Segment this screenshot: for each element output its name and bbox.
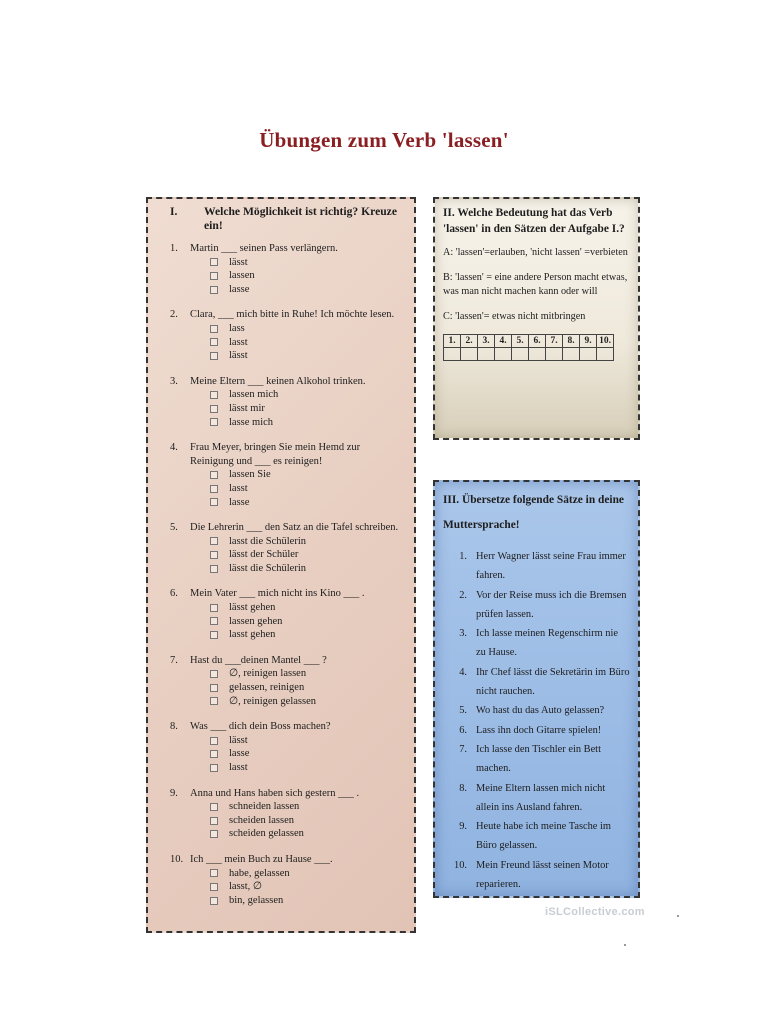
question-prompt — [170, 720, 404, 734]
option-checkbox[interactable] — [210, 471, 218, 479]
question-text: Meine Eltern ___ keinen Alkohol trinken. — [190, 375, 366, 387]
answer-option[interactable] — [210, 894, 404, 908]
option-checkbox[interactable] — [210, 352, 218, 360]
option-checkbox[interactable] — [210, 697, 218, 705]
translation-sentence: Mein Freund lässt seinen Motor reparieren. — [476, 859, 609, 891]
answer-table-header-cell: 9. — [580, 335, 597, 348]
scan-dot — [677, 915, 679, 917]
answer-table-header-cell: 8. — [563, 335, 580, 348]
exercise-1-panel — [146, 197, 416, 933]
question-prompt — [170, 521, 404, 535]
translation-item — [443, 779, 630, 818]
answer-option[interactable] — [210, 562, 404, 576]
option-label: scheiden lassen — [229, 814, 295, 826]
option-list — [210, 867, 404, 908]
answer-table-header-cell: 10. — [597, 335, 614, 348]
translation-sentence: Meine Eltern lassen mich nicht allein ins Ausland fahren. — [476, 782, 606, 813]
translation-sentence: Ihr Chef lässt die Sekretärin im Büro nicht rauchen. — [476, 666, 630, 698]
option-label: lässt — [229, 256, 248, 268]
question-text: Clara, ___ mich bitte in Ruhe! Ich möchte lesen. — [190, 309, 395, 321]
answer-table-header-row — [444, 335, 614, 348]
translation-item — [443, 586, 630, 625]
question-number: 4. — [170, 442, 178, 454]
question-item — [170, 720, 404, 774]
option-list — [210, 256, 404, 297]
option-list — [210, 601, 404, 642]
option-label: lassen gehen — [229, 615, 283, 627]
option-label: lässt — [229, 350, 248, 362]
option-label: lasst — [229, 336, 248, 348]
answer-option[interactable] — [210, 402, 404, 416]
answer-option[interactable] — [210, 496, 404, 510]
answer-option[interactable] — [210, 349, 404, 363]
answer-option[interactable] — [210, 468, 404, 482]
answer-option[interactable] — [210, 867, 404, 881]
question-prompt — [170, 787, 404, 801]
option-checkbox[interactable] — [210, 551, 218, 559]
translation-item — [443, 701, 630, 720]
answer-option[interactable] — [210, 628, 404, 642]
question-number: 1. — [170, 243, 178, 254]
option-label: lassen — [229, 270, 255, 282]
option-checkbox[interactable] — [210, 391, 218, 399]
answer-table-header-cell: 5. — [512, 335, 529, 348]
answer-table-header-cell: 2. — [461, 335, 478, 348]
option-checkbox[interactable] — [210, 565, 218, 573]
option-checkbox[interactable] — [210, 817, 218, 825]
meaning-option-c: C: 'lassen'= etwas nicht mitbringen — [443, 310, 586, 322]
answer-table-cell[interactable] — [444, 348, 461, 361]
question-prompt — [170, 441, 404, 468]
option-checkbox[interactable] — [210, 537, 218, 545]
option-list — [210, 535, 404, 576]
question-item — [170, 587, 404, 641]
option-label: bin, gelassen — [229, 894, 284, 906]
answer-option[interactable] — [210, 615, 404, 629]
translation-number: 8. — [459, 782, 467, 794]
answer-option[interactable] — [210, 814, 404, 828]
answer-table-header-cell: 6. — [529, 335, 546, 348]
answer-option[interactable] — [210, 761, 404, 775]
answer-option[interactable] — [210, 734, 404, 748]
question-text: Die Lehrerin ___ den Satz an die Tafel schreiben. — [190, 522, 399, 534]
answer-option[interactable] — [210, 548, 404, 562]
answer-option[interactable] — [210, 322, 404, 336]
option-checkbox[interactable] — [210, 750, 218, 758]
exercise-3-heading: III. Übersetze folgende Sätze in deine Muttersprache! — [443, 494, 624, 531]
answer-option[interactable] — [210, 681, 404, 695]
option-label: lasst — [229, 482, 248, 494]
option-label: habe, gelassen — [229, 867, 290, 879]
option-checkbox[interactable] — [210, 684, 218, 692]
translation-item — [443, 817, 630, 856]
option-label: schneiden lassen — [229, 801, 300, 813]
question-number: 3. — [170, 375, 178, 387]
option-label: lassen Sie — [229, 469, 271, 481]
option-list — [210, 800, 404, 841]
option-checkbox[interactable] — [210, 405, 218, 413]
translation-sentence: Vor der Reise muss ich die Bremsen prüfen lassen. — [476, 589, 627, 620]
answer-option[interactable] — [210, 482, 404, 496]
translation-sentence: Heute habe ich meine Tasche im Büro gelassen. — [476, 821, 611, 852]
answer-table-cell[interactable] — [461, 348, 478, 361]
question-item — [170, 242, 404, 296]
translation-number: 7. — [459, 743, 467, 755]
answer-table-header-cell: 7. — [546, 335, 563, 348]
exercise-2-panel — [433, 197, 640, 440]
answer-option[interactable] — [210, 695, 404, 709]
answer-option[interactable] — [210, 535, 404, 549]
question-text: Anna und Hans haben sich gestern ___ . — [190, 787, 360, 799]
option-checkbox[interactable] — [210, 498, 218, 506]
option-checkbox[interactable] — [210, 286, 218, 294]
answer-table-header-cell: 3. — [478, 335, 495, 348]
scan-dot — [624, 944, 626, 946]
option-label: scheiden gelassen — [229, 828, 304, 840]
option-checkbox[interactable] — [210, 883, 218, 891]
translation-number: 5. — [459, 705, 467, 717]
option-checkbox[interactable] — [210, 803, 218, 811]
question-item — [170, 441, 404, 509]
question-item — [170, 654, 404, 708]
question-list — [170, 242, 404, 907]
answer-option[interactable] — [210, 667, 404, 681]
answer-table-header-cell: 1. — [444, 335, 461, 348]
translation-number: 1. — [459, 551, 467, 562]
answer-option[interactable] — [210, 880, 404, 894]
translation-number: 3. — [459, 628, 467, 640]
option-label: lässt mir — [229, 402, 265, 414]
exercise-1-heading — [170, 205, 404, 233]
question-item — [170, 308, 404, 362]
question-text: Frau Meyer, bringen Sie mein Hemd zur Reinigung und ___ es reinigen! — [190, 442, 361, 467]
meaning-option-b: B: 'lassen' = eine andere Person macht etwas, was man nicht machen kann oder will — [443, 271, 628, 298]
option-label: lässt die Schülerin — [229, 562, 306, 574]
option-checkbox[interactable] — [210, 670, 218, 678]
translation-number: 2. — [459, 589, 467, 601]
option-list — [210, 734, 404, 775]
question-text: Martin ___ seinen Pass verlängern. — [190, 243, 338, 254]
question-item — [170, 521, 404, 575]
answer-table-cell[interactable] — [478, 348, 495, 361]
exercise-1-instruction: Welche Möglichkeit ist richtig? Kreuze ein! — [204, 205, 397, 232]
meaning-option-a: A: 'lassen'=erlauben, 'nicht lassen' =verbieten — [443, 247, 628, 258]
question-prompt — [170, 308, 404, 322]
answer-table — [443, 334, 614, 361]
option-checkbox[interactable] — [210, 764, 218, 772]
answer-table-cell[interactable] — [580, 348, 597, 361]
option-label: gelassen, reinigen — [229, 682, 305, 694]
answer-option[interactable] — [210, 827, 404, 841]
question-item — [170, 375, 404, 429]
option-list — [210, 667, 404, 708]
question-number: 7. — [170, 654, 178, 666]
question-prompt — [170, 853, 404, 867]
translation-sentence: Lass ihn doch Gitarre spielen! — [476, 724, 602, 736]
question-prompt — [170, 242, 404, 256]
question-number: 2. — [170, 309, 178, 321]
option-checkbox[interactable] — [210, 272, 218, 280]
answer-option[interactable] — [210, 283, 404, 297]
option-label: lässt gehen — [229, 602, 276, 614]
answer-table-cell[interactable] — [495, 348, 512, 361]
translation-item — [443, 856, 630, 895]
translation-item — [443, 740, 630, 779]
translation-item — [443, 547, 630, 586]
option-list — [210, 388, 404, 429]
question-number: 9. — [170, 787, 178, 799]
translation-sentence: Herr Wagner lässt seine Frau immer fahren. — [476, 551, 626, 582]
answer-table-cell[interactable] — [546, 348, 563, 361]
option-checkbox[interactable] — [210, 631, 218, 639]
question-prompt — [170, 587, 404, 601]
exercise-1-number: I. — [170, 205, 178, 218]
page-title: Übungen zum Verb 'lassen' — [259, 128, 509, 152]
question-item — [170, 787, 404, 841]
watermark: iSLCollective.com — [545, 906, 645, 918]
translation-item — [443, 721, 630, 740]
question-text: Hast du ___deinen Mantel ___ ? — [190, 654, 327, 666]
question-number: 6. — [170, 588, 178, 600]
translation-sentence: Ich lasse meinen Regenschirm nie zu Hause. — [476, 628, 618, 659]
question-prompt — [170, 654, 404, 668]
answer-option[interactable] — [210, 800, 404, 814]
option-list — [210, 322, 404, 363]
option-label: lasst gehen — [229, 629, 276, 641]
answer-table-cell[interactable] — [597, 348, 614, 361]
answer-option[interactable] — [210, 269, 404, 283]
option-label: ∅, reinigen gelassen — [229, 695, 316, 707]
option-list — [210, 468, 404, 509]
option-checkbox[interactable] — [210, 325, 218, 333]
answer-table-header-cell: 4. — [495, 335, 512, 348]
option-label: lässt der Schüler — [229, 549, 299, 561]
translation-number: 6. — [459, 724, 467, 736]
answer-table-cell[interactable] — [529, 348, 546, 361]
answer-option[interactable] — [210, 388, 404, 402]
option-checkbox[interactable] — [210, 617, 218, 625]
answer-option[interactable] — [210, 336, 404, 350]
answer-table-cell[interactable] — [563, 348, 580, 361]
option-checkbox[interactable] — [210, 830, 218, 838]
option-checkbox[interactable] — [210, 258, 218, 266]
translation-number: 4. — [459, 666, 467, 678]
option-checkbox[interactable] — [210, 418, 218, 426]
question-number: 10. — [170, 853, 184, 865]
translation-item — [443, 663, 630, 702]
answer-table-cell[interactable] — [512, 348, 529, 361]
question-text: Ich ___ mein Buch zu Hause ___. — [190, 853, 333, 865]
answer-option[interactable] — [210, 601, 404, 615]
option-label: lasse — [229, 748, 250, 760]
exercise-3-panel — [433, 480, 640, 898]
option-label: lasse mich — [229, 416, 274, 428]
option-label: lasse — [229, 283, 250, 295]
option-checkbox[interactable] — [210, 485, 218, 493]
translation-list — [443, 547, 630, 894]
translation-item — [443, 624, 630, 663]
question-prompt — [170, 375, 404, 389]
option-label: lässt — [229, 734, 248, 746]
option-checkbox[interactable] — [210, 737, 218, 745]
translation-sentence: Wo hast du das Auto gelassen? — [476, 705, 605, 717]
option-checkbox[interactable] — [210, 897, 218, 905]
question-number: 8. — [170, 721, 178, 733]
exercise-2-heading: II. Welche Bedeutung hat das Verb 'lassen' in den Sätzen der Aufgabe I.? — [443, 207, 625, 235]
answer-option[interactable] — [210, 256, 404, 270]
option-label: lasst — [229, 762, 248, 773]
translation-number: 10. — [454, 859, 467, 871]
option-checkbox[interactable] — [210, 604, 218, 612]
answer-option[interactable] — [210, 747, 404, 761]
option-label: lassen mich — [229, 389, 279, 401]
answer-table-input-row — [444, 348, 614, 361]
question-item — [170, 853, 404, 907]
option-label: ∅, reinigen lassen — [229, 668, 307, 680]
option-label: lasse — [229, 496, 250, 508]
question-number: 5. — [170, 522, 178, 534]
question-text: Mein Vater ___ mich nicht ins Kino ___ . — [190, 588, 365, 600]
translation-number: 9. — [459, 821, 467, 833]
question-text: Was ___ dich dein Boss machen? — [190, 721, 331, 733]
answer-option[interactable] — [210, 416, 404, 430]
option-label: lasst die Schülerin — [229, 535, 306, 547]
option-checkbox[interactable] — [210, 869, 218, 877]
option-label: lass — [229, 322, 245, 334]
option-checkbox[interactable] — [210, 338, 218, 346]
option-label: lasst, ∅ — [229, 881, 263, 893]
translation-sentence: Ich lasse den Tischler ein Bett machen. — [476, 743, 601, 775]
